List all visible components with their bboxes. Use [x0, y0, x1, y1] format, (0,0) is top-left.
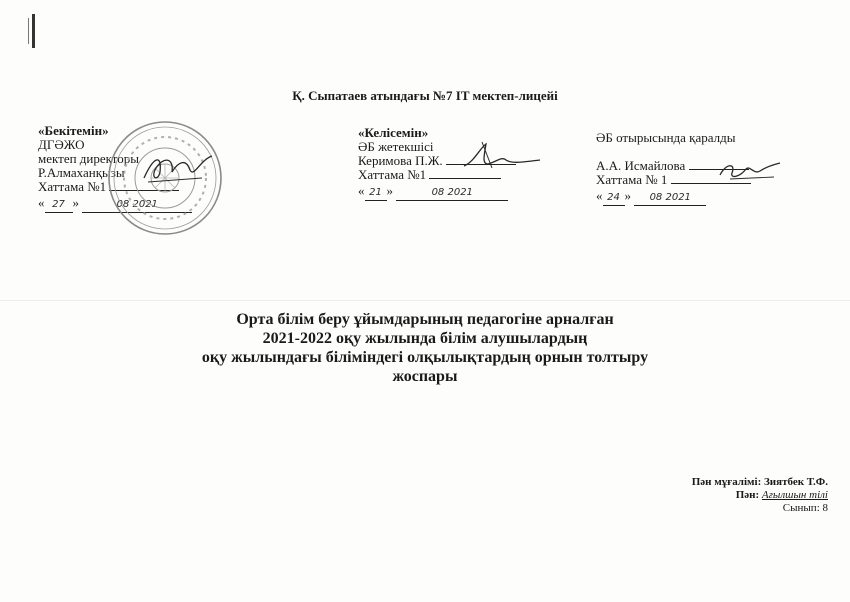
approve-protocol: Хаттама №1 — [38, 179, 107, 194]
council-heading: ӘБ отырысында қаралды — [596, 130, 736, 145]
approve-heading: «Бекітемін» — [38, 123, 109, 138]
subject-row — [692, 489, 828, 502]
approve-position: мектеп директоры — [38, 151, 140, 166]
chair-signature-icon — [716, 157, 782, 183]
scan-edge-mark — [28, 18, 29, 44]
approve-org: ДГӘЖО — [38, 137, 85, 152]
subject-value: Ағылшын тілі — [761, 489, 828, 501]
council-protocol-line — [671, 183, 751, 184]
agree-name: Керимова П.Ж. — [358, 153, 443, 168]
scan-edge-mark — [32, 14, 35, 48]
agree-date-day: 21 — [365, 186, 387, 201]
plan-title-line: 2021-2022 оқу жылында білім алушылардың — [262, 330, 588, 347]
subject-label: Пән: — [735, 489, 762, 501]
methodist-signature-icon — [462, 138, 542, 174]
plan-title-line: жоспары — [392, 368, 458, 385]
agree-date: « 21 » 08 2021 — [358, 184, 516, 201]
approve-date: « 27 » 08 2021 — [38, 196, 192, 213]
director-signature-icon — [140, 148, 218, 188]
teacher-info — [692, 476, 828, 515]
plan-title-line: оқу жылындағы біліміндегі олқылықтардың орнын толтыру — [201, 349, 649, 366]
plan-title — [0, 310, 850, 386]
school-name: Қ. Сыпатаев атындағы №7 IT мектеп-лицейі — [292, 88, 558, 103]
council-name: А.А. Исмайлова — [596, 158, 686, 173]
agree-heading: «Келісемін» — [358, 125, 429, 140]
approve-name: Р.Алмаханқызы — [38, 165, 125, 180]
approve-date-rest: 08 2021 — [82, 198, 192, 213]
agree-date-rest: 08 2021 — [396, 186, 508, 201]
agree-protocol: Хаттама №1 — [358, 167, 427, 182]
council-protocol: Хаттама № 1 — [596, 172, 668, 187]
agree-protocol-line — [429, 178, 501, 179]
council-date-day: 24 — [603, 191, 625, 206]
council-date: « 24 » 08 2021 — [596, 189, 751, 206]
agree-position: ӘБ жетекшісі — [358, 139, 434, 154]
plan-title-line: Орта білім беру ұйымдарының педагогіне арналған — [236, 311, 614, 328]
grade-label: Сынып: 8 — [782, 502, 828, 514]
scan-artifact — [0, 300, 850, 301]
council-date-rest: 08 2021 — [634, 191, 706, 206]
approve-date-day: 27 — [45, 198, 73, 213]
teacher-label: Пән мұғалімі: Зиятбек Т.Ф. — [691, 476, 828, 488]
